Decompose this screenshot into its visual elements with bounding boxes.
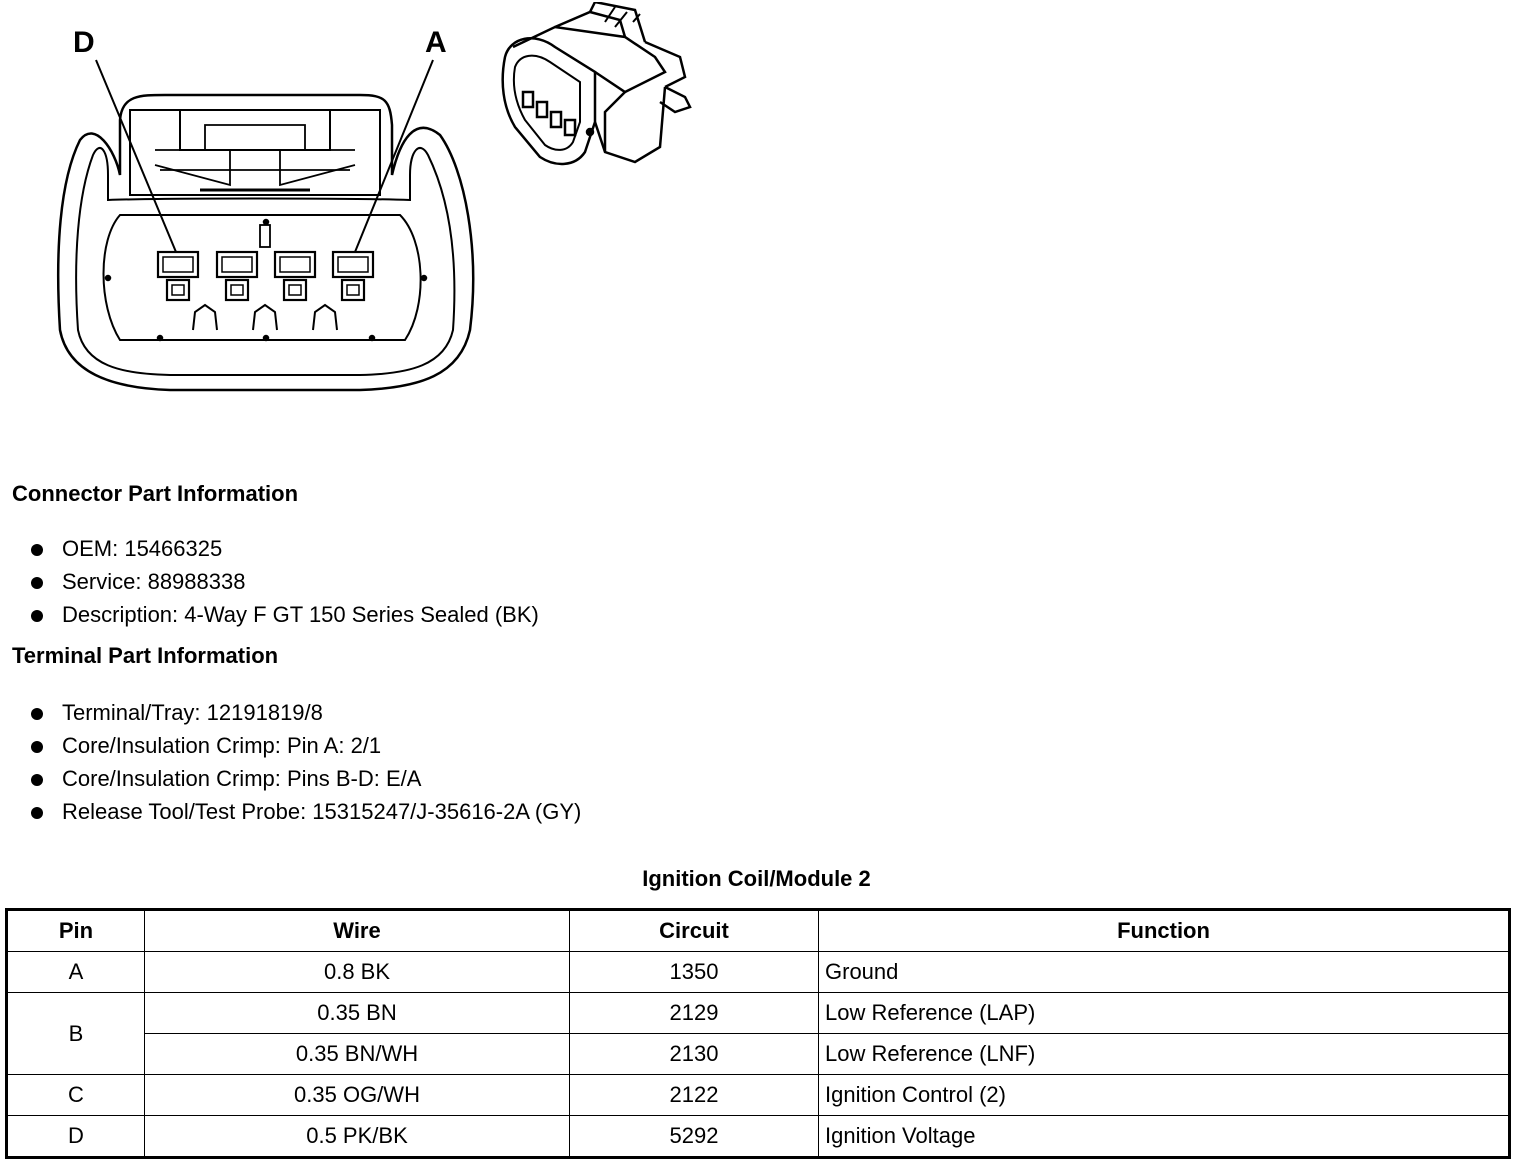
- table-row: [7, 952, 1510, 993]
- cell-circuit: 2129: [570, 993, 819, 1034]
- header-circuit: Circuit: [570, 910, 819, 952]
- header-pin: Pin: [7, 910, 145, 952]
- connector-diagram: [0, 0, 760, 420]
- cell-function: Ignition Voltage: [819, 1116, 1510, 1158]
- cell-wire: 0.8 BK: [145, 952, 570, 993]
- cell-wire: 0.35 OG/WH: [145, 1075, 570, 1116]
- pin-label-d: D: [73, 26, 95, 59]
- terminal-info-list: [30, 696, 581, 828]
- table-title: Ignition Coil/Module 2: [642, 866, 871, 891]
- cell-pin: B: [7, 993, 145, 1075]
- cell-pin: D: [7, 1116, 145, 1158]
- connector-isometric-drawing: [495, 2, 715, 182]
- list-item: Terminal/Tray: 12191819/8: [30, 696, 581, 729]
- cell-circuit: 5292: [570, 1116, 819, 1158]
- header-wire: Wire: [145, 910, 570, 952]
- table-row: [7, 1034, 1510, 1075]
- pinout-table: [5, 908, 1511, 1159]
- cell-function: Ignition Control (2): [819, 1075, 1510, 1116]
- terminal-info-title: Terminal Part Information: [12, 643, 279, 668]
- table-header-row: [7, 910, 1510, 952]
- cell-wire: 0.35 BN/WH: [145, 1034, 570, 1075]
- cell-function: Ground: [819, 952, 1510, 993]
- list-item: Core/Insulation Crimp: Pins B-D: E/A: [30, 762, 581, 795]
- cell-pin: A: [7, 952, 145, 993]
- list-item: OEM: 15466325: [30, 532, 539, 565]
- connector-info-list: [30, 532, 539, 631]
- table-row: [7, 1116, 1510, 1158]
- cell-wire: 0.35 BN: [145, 993, 570, 1034]
- table-row: [7, 1075, 1510, 1116]
- list-item: Core/Insulation Crimp: Pin A: 2/1: [30, 729, 581, 762]
- cell-circuit: 1350: [570, 952, 819, 993]
- list-item: Release Tool/Test Probe: 15315247/J-35616-2A (GY): [30, 795, 581, 828]
- cell-wire: 0.5 PK/BK: [145, 1116, 570, 1158]
- cell-circuit: 2122: [570, 1075, 819, 1116]
- pin-label-a: A: [425, 26, 447, 59]
- connector-info-title: Connector Part Information: [12, 481, 299, 506]
- list-item: Service: 88988338: [30, 565, 539, 598]
- table-row: [7, 993, 1510, 1034]
- header-function: Function: [819, 910, 1510, 952]
- cell-circuit: 2130: [570, 1034, 819, 1075]
- cell-pin: C: [7, 1075, 145, 1116]
- list-item: Description: 4-Way F GT 150 Series Sealed (BK): [30, 598, 539, 631]
- cell-function: Low Reference (LNF): [819, 1034, 1510, 1075]
- cell-function: Low Reference (LAP): [819, 993, 1510, 1034]
